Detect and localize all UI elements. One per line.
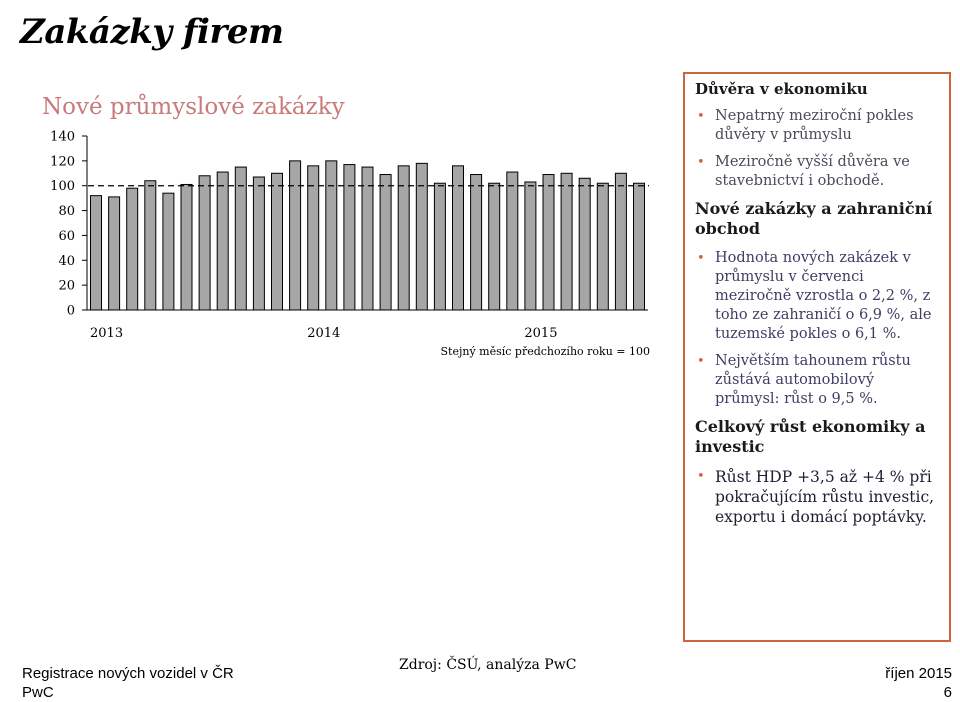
y-tick-label: 120 [50, 154, 75, 170]
footer-source: Zdroj: ČSÚ, analýza PwC [399, 657, 577, 673]
bar [199, 176, 210, 310]
footer-presentation-name: Registrace nových vozidel v ČR [22, 665, 234, 682]
y-tick-label: 0 [66, 303, 75, 319]
bar [398, 166, 409, 310]
footer-right [885, 664, 952, 702]
section-list-growth [695, 467, 941, 527]
info-panel [683, 72, 951, 642]
bullet-orders-2: • Největším tahounem růstu zůstává automobilový průmysl: růst o 9,5 %. [695, 352, 941, 409]
bar [127, 188, 138, 310]
bar [471, 175, 482, 310]
bullet-growth-1: • Růst HDP +3,5 až +4 % při pokračujícím růstu investic, exportu i domácí poptávky. [695, 467, 941, 527]
bar [91, 196, 102, 310]
bar [235, 167, 246, 310]
footer-left [22, 664, 234, 702]
bar-chart [0, 0, 680, 380]
bar [434, 183, 445, 310]
bar [326, 161, 337, 310]
bar [597, 183, 608, 310]
y-tick-label: 100 [50, 179, 75, 195]
bullet-confidence-1: • Nepatrný meziroční pokles důvěry v průmyslu [695, 107, 941, 145]
bar [615, 173, 626, 310]
section-list-orders [695, 249, 941, 409]
bar [163, 193, 174, 310]
bar [525, 182, 536, 310]
bullet-confidence-2: • Meziročně vyšší důvěra ve stavebnictví i obchodě. [695, 153, 941, 191]
section-title-growth: Celkový růst ekonomiky a investic [695, 417, 926, 456]
footer-company: PwC [22, 684, 54, 701]
bar [109, 197, 120, 310]
bar [290, 161, 301, 310]
bar [217, 172, 228, 310]
bar [543, 175, 554, 310]
y-tick-label: 60 [58, 228, 75, 244]
bar [253, 177, 264, 310]
bar [308, 166, 319, 310]
bar [634, 183, 645, 310]
bullet-orders-1: • Hodnota nových zakázek v průmyslu v červenci meziročně vzrostla o 2,2 %, z toho ze zahraničí o 6,9 %, ale tuzemské pokles o 6,1 %. [695, 249, 941, 344]
bar [272, 173, 283, 310]
y-tick-label: 40 [58, 253, 75, 269]
bar [344, 165, 355, 310]
page-number: 6 [943, 684, 952, 701]
bar [181, 184, 192, 310]
bar [579, 178, 590, 310]
bar [489, 183, 500, 310]
chart-note: Stejný měsíc předchozího roku = 100 [440, 345, 650, 358]
bar [561, 173, 572, 310]
bar [380, 175, 391, 310]
chart-title: Nové průmyslové zakázky [42, 94, 345, 120]
y-tick-label: 140 [50, 129, 75, 145]
bar [145, 181, 156, 310]
page-title: Zakázky firem [20, 12, 284, 52]
x-year-label: 2013 [90, 326, 124, 341]
bar [362, 167, 373, 310]
section-title-orders: Nové zakázky a zahraniční obchod [695, 199, 933, 238]
bar [507, 172, 518, 310]
y-tick-label: 80 [58, 204, 75, 220]
section-list-confidence [695, 107, 941, 191]
y-tick-label: 20 [58, 278, 75, 294]
x-year-label: 2015 [524, 326, 558, 341]
bar [453, 166, 464, 310]
section-title-confidence: Důvěra v ekonomiku [695, 80, 868, 98]
x-year-label: 2014 [307, 326, 341, 341]
footer-date: říjen 2015 [885, 665, 952, 682]
